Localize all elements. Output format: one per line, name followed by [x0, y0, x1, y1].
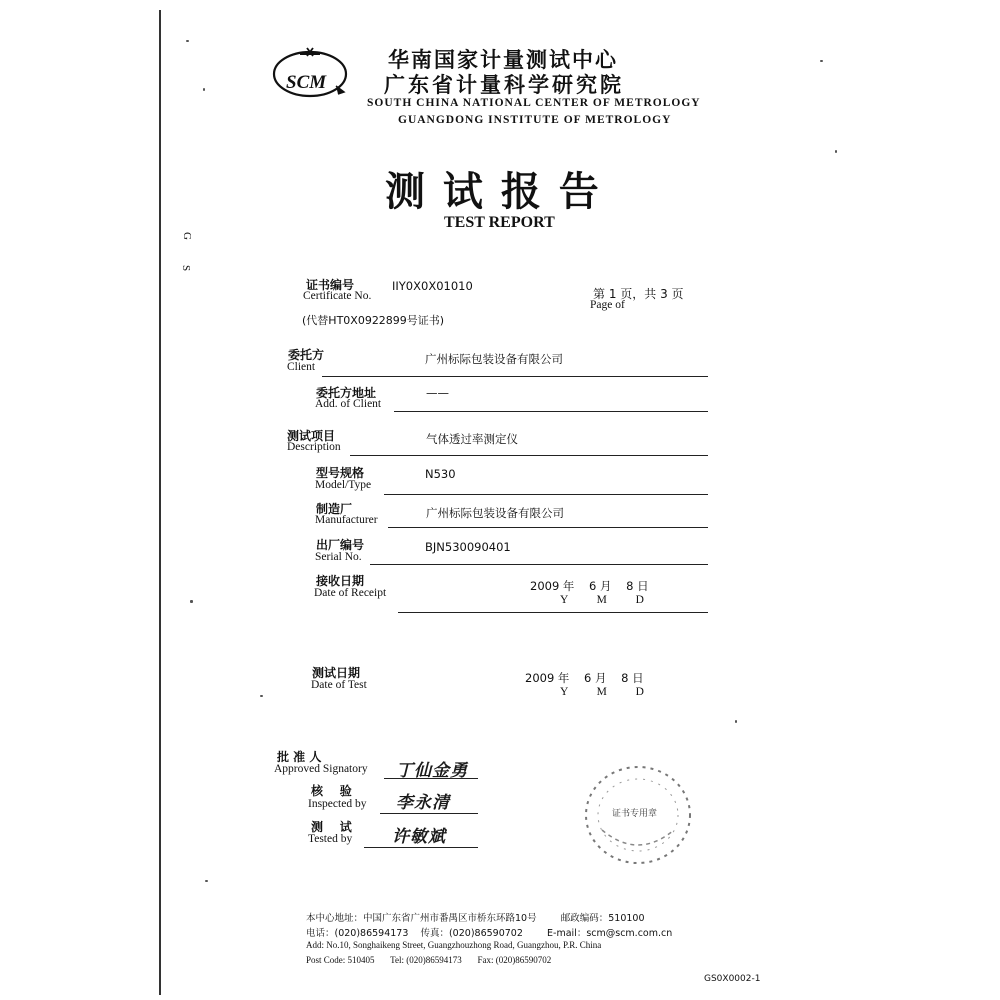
scan-speck — [190, 600, 193, 603]
client-underline — [322, 376, 708, 377]
approved-label-cn: 批 准 人 — [277, 750, 322, 764]
scan-speck — [186, 40, 189, 42]
org-name-en-1: SOUTH CHINA NATIONAL CENTER OF METROLOGY — [367, 97, 701, 109]
description-underline — [350, 455, 708, 456]
certificate-replace-note: (代替HT0X0922899号证书) — [302, 314, 445, 327]
manufacturer-label-cn: 制造厂 — [316, 502, 353, 516]
receipt-label-cn: 接收日期 — [316, 574, 365, 588]
page-info-cn: 第 1 页，共 3 页 — [593, 287, 684, 301]
test-date-value: 2009 年 6 月 8 日 — [525, 671, 644, 685]
page-title-cn: 测 试 报 告 — [385, 169, 601, 215]
scan-speck — [835, 150, 837, 153]
client-addr-underline — [394, 411, 708, 412]
client-addr-label-cn: 委托方地址 — [316, 386, 377, 400]
approved-underline — [384, 778, 478, 779]
scan-speck — [735, 720, 737, 723]
description-label-cn: 测试项目 — [287, 429, 336, 443]
test-date-label-cn: 测试日期 — [312, 666, 361, 680]
receipt-label-en: Date of Receipt — [314, 587, 387, 599]
page-info-en: Page of — [590, 299, 625, 311]
org-name-cn-1: 华南国家计量测试中心 — [388, 48, 618, 72]
page-title-en: TEST REPORT — [444, 214, 555, 231]
left-margin-mark: G — [180, 232, 193, 240]
scm-logo — [270, 42, 350, 102]
model-label-en: Model/Type — [315, 479, 372, 491]
certificate-value: IIY0X0X01010 — [392, 279, 473, 293]
serial-underline — [370, 564, 708, 565]
footer-line-4: Post Code: 510405 Tel: (020)86594173 Fax: (020)86590702 — [306, 955, 552, 965]
approved-label-en: Approved Signatory — [274, 763, 368, 775]
footer-line-1: 本中心地址：中国广东省广州市番禺区市桥东环路10号 邮政编码：510100 — [306, 913, 645, 924]
manufacturer-value: 广州标际包装设备有限公司 — [426, 506, 564, 520]
model-label-cn: 型号规格 — [316, 466, 365, 480]
footer-line-3: Add: No.10, Songhaikeng Street, Guangzhouzhong Road, Guangzhou, P.R. China — [306, 940, 602, 950]
scan-speck — [820, 60, 823, 62]
inspected-underline — [380, 813, 478, 814]
org-name-en-2: GUANGDONG INSTITUTE OF METROLOGY — [398, 114, 672, 126]
serial-label-en: Serial No. — [315, 551, 362, 563]
tested-underline — [364, 847, 478, 848]
client-addr-value: —— — [426, 386, 449, 400]
tested-signature: 许敏斌 — [392, 827, 446, 847]
receipt-underline — [398, 612, 708, 613]
stamp-text: 证书专用章 — [612, 809, 658, 819]
test-date-ymd: Y M D — [560, 686, 644, 698]
test-date-label-en: Date of Test — [311, 679, 367, 691]
receipt-ymd: Y M D — [560, 594, 644, 606]
tested-label-cn: 测 试 — [311, 820, 352, 834]
left-fold-line — [159, 10, 161, 995]
client-value: 广州标际包装设备有限公司 — [425, 352, 563, 366]
certificate-label-en: Certificate No. — [303, 290, 372, 302]
inspected-label-en: Inspected by — [308, 798, 367, 810]
client-label-en: Client — [287, 361, 316, 373]
manufacturer-label-en: Manufacturer — [315, 514, 378, 526]
inspected-label-cn: 核 验 — [311, 784, 352, 798]
official-stamp — [578, 760, 698, 870]
client-addr-label-en: Add. of Client — [315, 398, 382, 410]
logo-text: SCM — [286, 72, 327, 93]
document-code: GS0X0002-1 — [704, 974, 761, 984]
description-label-en: Description — [287, 441, 341, 453]
description-value: 气体透过率测定仪 — [426, 432, 518, 446]
receipt-value: 2009 年 6 月 8 日 — [530, 579, 649, 593]
certificate-label-cn: 证书编号 — [306, 278, 355, 292]
serial-label-cn: 出厂编号 — [316, 538, 365, 552]
tested-label-en: Tested by — [308, 833, 353, 845]
client-label-cn: 委托方 — [288, 348, 325, 362]
scan-speck — [205, 880, 208, 882]
serial-value: BJN530090401 — [425, 540, 511, 554]
approved-signature: 丁仙金勇 — [396, 761, 468, 781]
scan-speck — [203, 88, 205, 91]
org-name-cn-2: 广东省计量科学研究院 — [384, 73, 624, 97]
manufacturer-underline — [388, 527, 708, 528]
model-underline — [384, 494, 708, 495]
model-value: N530 — [425, 467, 456, 481]
inspected-signature: 李永清 — [396, 793, 450, 813]
left-margin-mark: S — [180, 264, 193, 272]
footer-line-2: 电话：(020)86594173 传真：(020)86590702 E-mail：scm@scm.com.cn — [306, 928, 673, 939]
scan-speck — [260, 695, 263, 697]
